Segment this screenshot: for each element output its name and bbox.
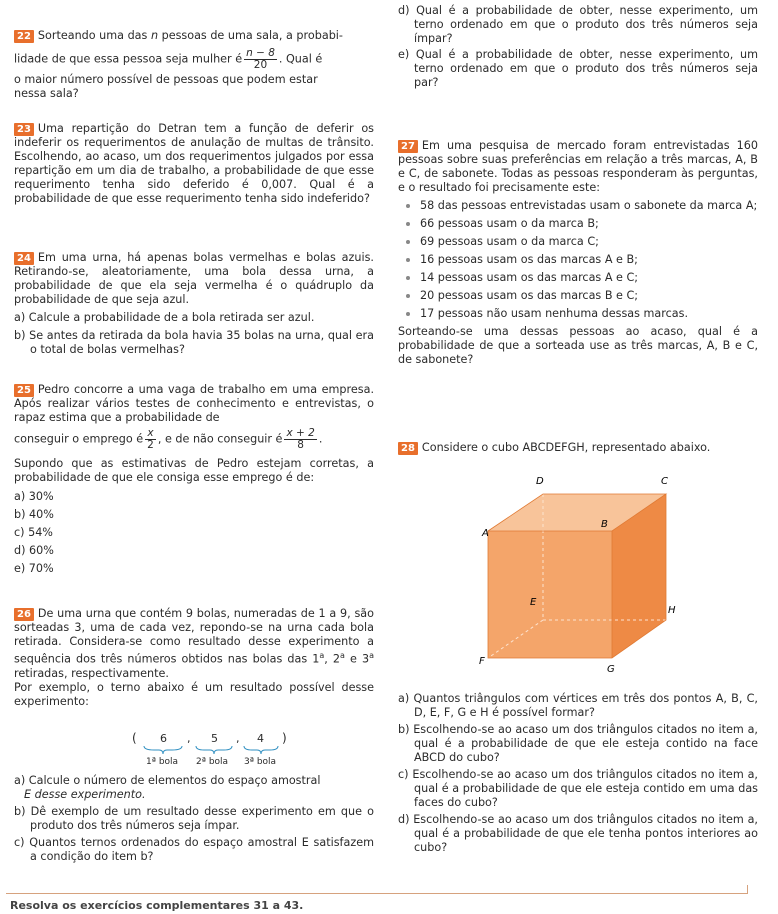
- vertex-label-f: F: [479, 656, 485, 667]
- fraction: $\frac{x}{2}$: [147, 427, 154, 451]
- option: d) 60%: [14, 544, 54, 557]
- close-paren: ): [282, 731, 287, 745]
- vertex-label-e: E: [530, 597, 537, 608]
- cube-front-face: [488, 531, 612, 658]
- question-27: 27 Em uma pesquisa de mercado foram entrevistadas 160 pessoas sobre suas preferências em relação a três marcas, A, B e C, de sabonete. Todas as pessoas responderam às perguntas, e o resultado foi precisamente este: 58 das pessoas entrevistadas usam o sabonete da marca A; 66 pessoas usam o da marca B; 69 pessoas usam o da marca C; 16 pessoas usam os das marcas A e B; 14 pessoas usam os das marcas A e C; 20 pessoas usam os das marcas B e C; 17 pessoas não usam nenhuma dessas marcas. Sorteando-se uma dessas pessoas ao acaso, qual é a probabilidade de que a sorteada use as três marcas, A, B e C, de sabonete?: [398, 139, 758, 366]
- footer-text: Resolva os exercícios complementares 31 a 43.: [10, 899, 304, 912]
- option: e) 70%: [14, 562, 54, 575]
- question-22: 22 Sorteando uma das n pessoas de uma sala, a probabi- lidade de que essa pessoa seja mulher é $\frac{n - 8}{20}$ . Qual é o maior número possível de pessoas que podem estar nessa sala?: [14, 29, 343, 100]
- example-triple: [124, 730, 324, 770]
- triple-diagram: [124, 730, 324, 766]
- vertex-label-h: H: [668, 605, 676, 616]
- list-item: 16 pessoas usam os das marcas A e B;: [398, 253, 758, 267]
- triple-value-3: 4: [257, 732, 264, 745]
- footer-rule-tick: [747, 885, 748, 894]
- footer: [0, 893, 778, 914]
- option: b) 40%: [14, 508, 54, 521]
- triple-value-1: 6: [160, 732, 167, 745]
- fraction: $\frac{n - 8}{20}$: [246, 47, 275, 71]
- triple-value-2: 5: [211, 732, 218, 745]
- question-number: 27: [398, 140, 418, 153]
- vertex-label-d: D: [536, 476, 544, 487]
- label-2nd-ball: 2ª bola: [196, 757, 229, 766]
- list-item: 17 pessoas não usam nenhuma dessas marcas.: [398, 307, 758, 321]
- question-26: 26 De uma urna que contém 9 bolas, numeradas de 1 a 9, são sorteadas 3, uma de cada vez, repondo-se na urna cada bola retirada. Considera-se como resultado desse experimento a sequência dos três números obtidos nas bolas das 1$^a$, 2$^a$ e 3$^a$ retiradas, respectivamente. Por exemplo, o terno abaixo é um resultado possível desse experimento:: [14, 607, 375, 708]
- svg-text:,: ,: [236, 732, 240, 745]
- question-number: 24: [14, 252, 34, 265]
- question-number: 23: [14, 123, 34, 136]
- list-item: 20 pessoas usam os das marcas B e C;: [398, 289, 758, 303]
- question-28-items: a) Quantos triângulos com vértices em três dos pontos A, B, C, D, E, F, G e H é possível formar? b) Escolhendo-se ao acaso um dos triângulos citados no item a, qual é a probabilidade de que ele esteja contido na face ABCD do cubo? c) Escolhendo-se ao acaso um dos triângulos citados no item a, qual é a probabilidade de que ele esteja contido em uma das faces do cubo? d) Escolhendo-se ao acaso um dos triângulos citados no item a, qual é a probabilidade de que ele tenha pontos interiores ao cubo?: [398, 692, 758, 854]
- list-item: 58 das pessoas entrevistadas usam o sabonete da marca A;: [398, 199, 758, 213]
- vertex-label-a: A: [482, 528, 489, 539]
- question-number: 26: [14, 608, 34, 621]
- question-23: 23 Uma repartição do Detran tem a função de deferir os indeferir os requerimentos de anulação de multas de trânsito. Escolhendo, ao acaso, um dos requerimentos julgados por essa repartição em um dia de trabalho, a probabilidade de que esse requerimento tenha sido deferido é 0,007. Qual é a probabilidade de que esse requerimento tenha sido indeferido?: [14, 122, 374, 205]
- svg-text:,: ,: [187, 732, 191, 745]
- label-1st-ball: 1ª bola: [146, 757, 179, 766]
- list-item: 66 pessoas usam o da marca B;: [398, 217, 758, 231]
- question-number: 22: [14, 30, 34, 43]
- question-24: 24 Em uma urna, há apenas bolas vermelhas e bolas azuis. Retirando-se, aleatoriamente, uma bola dessa urna, a probabilidade de que ela seja vermelha é o quádruplo da probabilidade de que seja azul. a) Calcule a probabilidade de a bola retirada ser azul. b) Se antes da retirada da bola havia 35 bolas na urna, qual era o total de bolas vermelhas?: [14, 251, 374, 356]
- fraction: $\frac{x + 2}{8}$: [286, 427, 315, 451]
- question-25: 25 Pedro concorre a uma vaga de trabalho em uma empresa. Após realizar vários testes de conhecimento e entrevistas, o rapaz estima que a probabilidade de conseguir o emprego é $\frac{x}{2}$ , e de não conseguir é $\frac{x + 2}{8}$ . Supondo que as estimativas de Pedro estejam corretas, a probabilidade de que ele consiga esse emprego é de: a) 30% b) 40% c) 54% d) 60% e) 70%: [14, 383, 374, 575]
- list-item: 14 pessoas usam os das marcas A e C;: [398, 271, 758, 285]
- vertex-label-g: G: [607, 664, 615, 675]
- option: c) 54%: [14, 526, 53, 539]
- option: a) 30%: [14, 490, 54, 503]
- open-paren: (: [132, 731, 137, 745]
- question-28: 28 Considere o cubo ABCDEFGH, representado abaixo.: [398, 441, 758, 455]
- footer-rule: [6, 893, 748, 894]
- label-3rd-ball: 3ª bola: [244, 757, 277, 766]
- vertex-label-c: C: [661, 476, 668, 487]
- question-26-cont: d) Qual é a probabilidade de obter, nesse experimento, um terno ordenado em que o produto dos três números seja ímpar? e) Qual é a probabilidade de obter, nesse experimento, um terno ordenado em que o produto dos três números seja par?: [398, 4, 758, 89]
- question-number: 28: [398, 442, 418, 455]
- cube-figure: [468, 470, 708, 680]
- question-26-items: a) Calcule o número de elementos do espaço amostral E desse experimento. b) Dê exemplo de um resultado desse experimento em que o produto dos três números seja ímpar. c) Quantos ternos ordenados do espaço amostral E satisfazem a condição do item b?: [14, 774, 374, 863]
- list-item: 69 pessoas usam o da marca C;: [398, 235, 758, 249]
- question-number: 25: [14, 384, 34, 397]
- vertex-label-b: B: [601, 519, 608, 530]
